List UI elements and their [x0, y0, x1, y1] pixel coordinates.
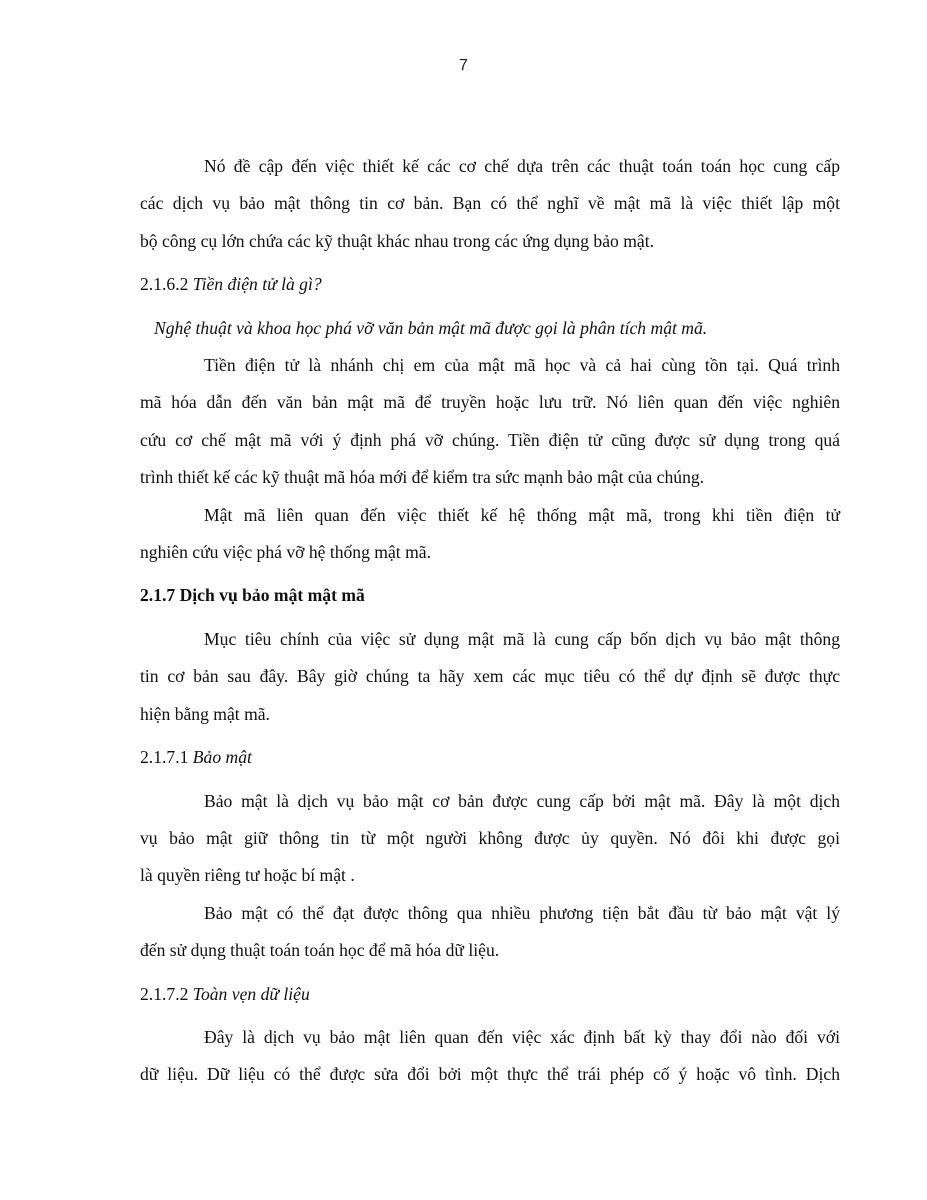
text-line: bộ công cụ lớn chứa các kỹ thuật khác nhau trong các ứng dụng bảo mật. — [140, 230, 654, 251]
paragraph-3 — [140, 497, 840, 572]
text-line: Tiền điện tử là nhánh chị em của mật mã học và cả hai cùng tồn tại. Quá trình — [204, 355, 840, 376]
text-line: tin cơ bản sau đây. Bây giờ chúng ta hãy xem các mục tiêu có thể dự định sẽ được thực — [140, 666, 840, 687]
text-line: hiện bằng mật mã. — [140, 703, 270, 724]
subsection-heading — [140, 976, 840, 1013]
text-line: các dịch vụ bảo mật thông tin cơ bản. Bạn có thể nghĩ về mật mã là việc thiết lập một — [140, 193, 840, 214]
text-line: mã hóa dẫn đến văn bản mật mã để truyền hoặc lưu trữ. Nó liên quan đến việc nghiên — [140, 392, 840, 413]
text-line: dữ liệu. Dữ liệu có thể được sửa đổi bởi một thực thể trái phép cố ý hoặc vô tình. Dịch — [140, 1064, 840, 1085]
text-line: đến sử dụng thuật toán toán học để mã hóa dữ liệu. — [140, 940, 500, 961]
section-heading: 2.1.7 Dịch vụ bảo mật mật mã — [140, 585, 365, 606]
heading-title: Bảo mật — [192, 747, 252, 768]
heading-number: 2.1.7.2 — [140, 983, 189, 1004]
text-line: Mật mã liên quan đến việc thiết kế hệ thống mật mã, trong khi tiền điện tử — [204, 504, 840, 525]
heading-title: Tiền điện tử là gì? — [192, 274, 322, 295]
subsection-heading — [140, 266, 840, 303]
text-line: trình thiết kế các kỹ thuật mã hóa mới để kiểm tra sức mạnh bảo mật của chúng. — [140, 467, 705, 488]
text-line: là quyền riêng tư hoặc bí mật . — [140, 865, 355, 886]
text-line: cứu cơ chế mật mã với ý định phá vỡ chúng. Tiền điện tử cũng được sử dụng trong quá — [140, 429, 840, 450]
text-line: Nó đề cập đến việc thiết kế các cơ chế dựa trên các thuật toán toán học cung cấp — [204, 156, 840, 176]
page-number: 7 — [459, 57, 468, 74]
paragraph-4 — [140, 621, 840, 733]
heading-title: Toàn vẹn dữ liệu — [192, 983, 310, 1004]
document-body — [140, 148, 840, 1094]
paragraph-5 — [140, 783, 840, 895]
text-line: vụ bảo mật giữ thông tin từ một người không được ủy quyền. Nó đôi khi được gọi — [140, 827, 840, 848]
text-line: Đây là dịch vụ bảo mật liên quan đến việc xác định bất kỳ thay đổi nào đối với — [204, 1026, 840, 1047]
heading-number: 2.1.7.1 — [140, 747, 189, 768]
paragraph-7 — [140, 1019, 840, 1094]
subsection-heading — [140, 739, 840, 776]
text-line: Mục tiêu chính của việc sử dụng mật mã là cung cấp bốn dịch vụ bảo mật thông — [204, 628, 840, 649]
heading-number: 2.1.6.2 — [140, 274, 189, 295]
italic-note: Nghệ thuật và khoa học phá vỡ văn bản mật mã được gọi là phân tích mật mã. — [154, 317, 708, 338]
paragraph-2 — [140, 347, 840, 497]
paragraph-1 — [140, 148, 840, 260]
text-line: nghiên cứu việc phá vỡ hệ thống mật mã. — [140, 542, 431, 563]
text-line: Bảo mật là dịch vụ bảo mật cơ bản được cung cấp bởi mật mã. Đây là một dịch — [204, 790, 840, 811]
text-line: Bảo mật có thể đạt được thông qua nhiều phương tiện bắt đầu từ bảo mật vật lý — [204, 902, 840, 923]
paragraph-6 — [140, 895, 840, 970]
